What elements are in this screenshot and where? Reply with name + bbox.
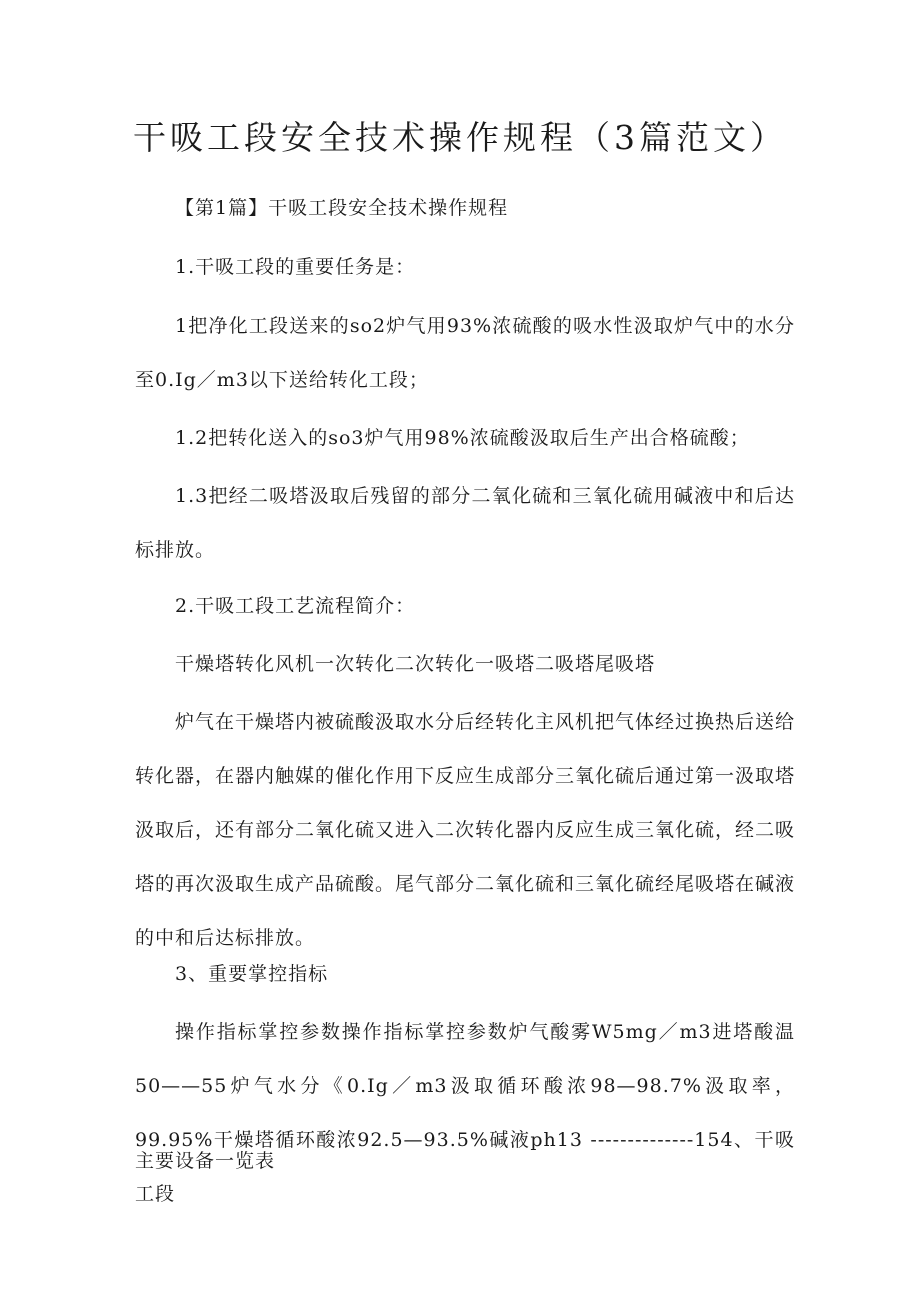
item-1-3-paragraph: 1.3把经二吸塔汲取后残留的部分二氧化硫和三氧化硫用碱液中和后达标排放。 <box>135 485 795 561</box>
flow-description-paragraph: 炉气在干燥塔内被硫酸汲取水分后经转化主风机把气体经过换热后送给转化器，在器内触媒的催化作用下反应生成部分三氧化硫后通过第一汲取塔汲取后，还有部分二氧化硫又进入二次转化器内反应生成三氧化硫，经二吸塔的再次汲取生成产品硫酸。尾气部分二氧化硫和三氧化硫经尾吸塔在碱液的中和后达标排放。 <box>135 711 796 949</box>
equipment-table-caption: 主要设备一览表 <box>135 1150 276 1172</box>
item-1-heading: 1.干吸工段的重要任务是： <box>175 256 416 278</box>
document-title: 干吸工段安全技术操作规程（3篇范文） <box>133 118 787 157</box>
indicators-paragraph: 操作指标掌控参数操作指标掌控参数炉气酸雾W5mg／m3进塔酸温50——55炉气水分《0.Ig／m3汲取循环酸浓98—98.7%汲取率，99.95%干燥塔循环酸浓92.5—93.5%碱液ph13 --------------154、干吸工段 <box>135 1021 795 1205</box>
item-1-2-paragraph: 1.2把转化送入的so3炉气用98%浓硫酸汲取后生产出合格硫酸； <box>175 427 750 449</box>
item-1-1-paragraph: 1把净化工段送来的so2炉气用93%浓硫酸的吸水性汲取炉气中的水分至0.Ig／m3以下送给转化工段； <box>135 315 795 391</box>
item-2-heading: 2.干吸工段工艺流程简介： <box>175 595 416 617</box>
flow-line: 干燥塔转化风机一次转化二次转化一吸塔二吸塔尾吸塔 <box>175 653 656 675</box>
section-heading: 【第1篇】干吸工段安全技术操作规程 <box>175 197 509 219</box>
item-3-heading: 3、重要掌控指标 <box>175 963 329 985</box>
